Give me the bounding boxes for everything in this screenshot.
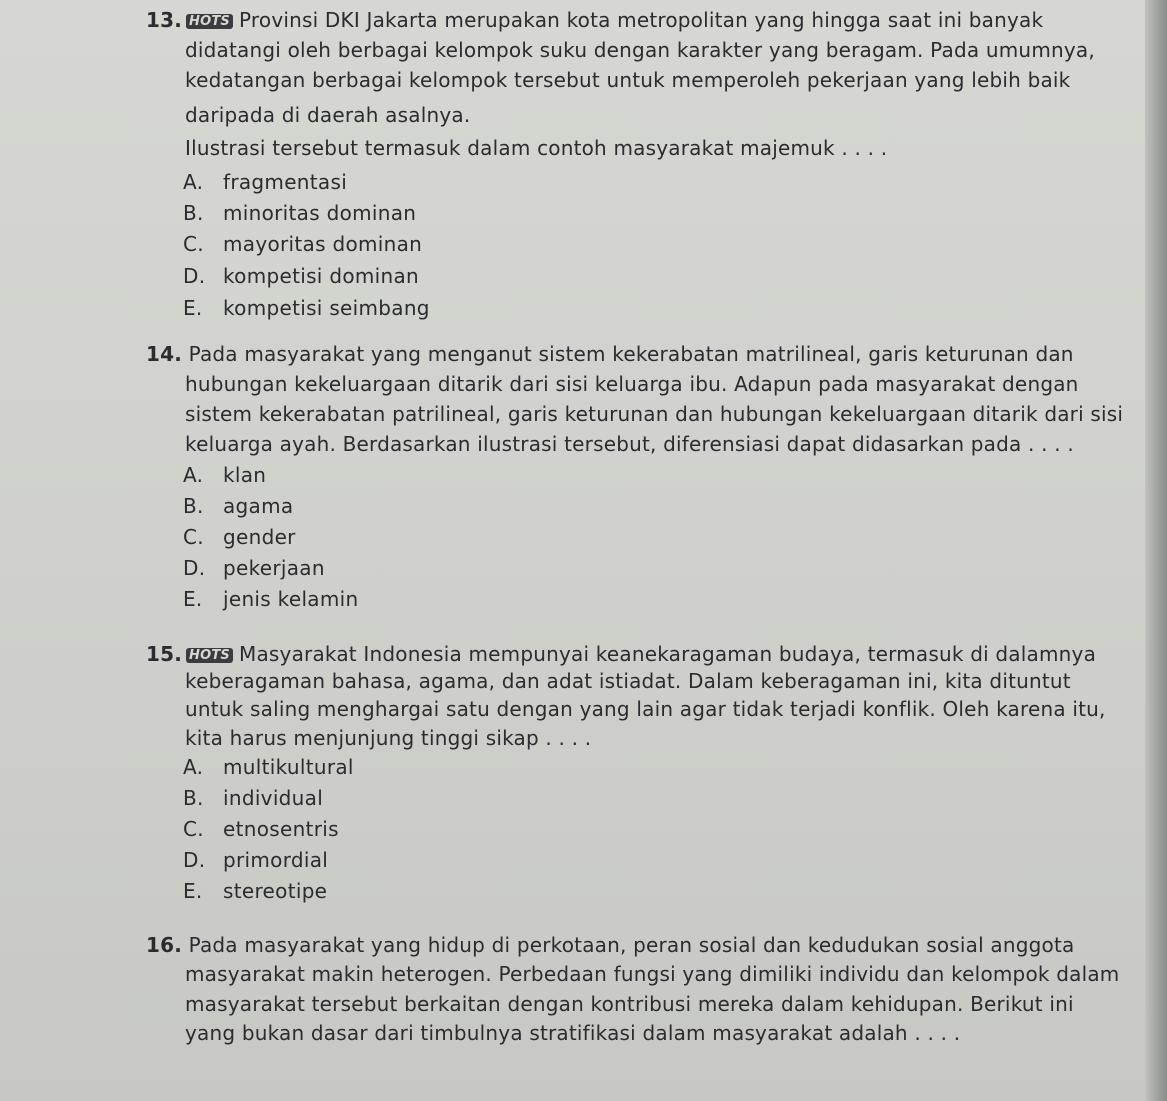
option-letter: E. — [183, 296, 203, 320]
question-text: Pada masyarakat yang hidup di perkotaan, peran sosial dan kedudukan sosial anggota — [188, 933, 1075, 957]
question-line — [146, 933, 1146, 957]
question-prompt: kita harus menjunjung tinggi sikap . . . . — [185, 726, 592, 750]
option-text: minoritas dominan — [223, 201, 417, 225]
question-number: 16. — [146, 933, 183, 957]
question-line — [146, 342, 1146, 366]
option-text: gender — [223, 525, 296, 549]
option-a[interactable] — [183, 755, 354, 779]
option-letter: C. — [183, 817, 204, 841]
option-b[interactable] — [183, 201, 416, 225]
option-letter: B. — [183, 201, 204, 225]
question-number: 13. — [146, 8, 183, 32]
option-text: fragmentasi — [223, 170, 348, 194]
option-c[interactable] — [183, 817, 339, 841]
option-b[interactable] — [183, 786, 323, 810]
option-text: agama — [223, 494, 294, 518]
question-prompt: Ilustrasi tersebut termasuk dalam contoh masyarakat majemuk . . . . — [185, 136, 888, 160]
question-line — [146, 642, 1146, 666]
option-text: primordial — [223, 848, 329, 872]
question-number: 14. — [146, 342, 183, 366]
question-line: daripada di daerah asalnya. — [185, 103, 471, 127]
question-text: Pada masyarakat yang menganut sistem kekerabatan matrilineal, garis keturunan dan — [188, 342, 1074, 366]
option-letter: B. — [183, 494, 204, 518]
question-line: hubungan kekeluargaan ditarik dari sisi keluarga ibu. Adapun pada masyarakat dengan — [185, 372, 1079, 396]
option-letter: C. — [183, 232, 204, 256]
question-line: untuk saling menghargai satu dengan yang lain agar tidak terjadi konflik. Oleh karena itu, — [185, 697, 1106, 721]
question-line: sistem kekerabatan patrilineal, garis keturunan dan hubungan kekeluargaan ditarik dari sisi — [185, 402, 1124, 426]
option-text: mayoritas dominan — [223, 232, 423, 256]
option-d[interactable] — [183, 264, 419, 288]
option-text: klan — [223, 463, 267, 487]
hots-badge: HOTS — [186, 648, 233, 663]
question-text: Provinsi DKI Jakarta merupakan kota metropolitan yang hingga saat ini banyak — [239, 8, 1044, 32]
option-letter: D. — [183, 848, 206, 872]
option-text: pekerjaan — [223, 556, 325, 580]
option-letter: C. — [183, 525, 204, 549]
option-text: multikultural — [223, 755, 354, 779]
option-letter: B. — [183, 786, 204, 810]
option-d[interactable] — [183, 556, 325, 580]
option-letter: A. — [183, 755, 204, 779]
option-letter: A. — [183, 463, 204, 487]
question-line: didatangi oleh berbagai kelompok suku dengan karakter yang beragam. Pada umumnya, — [185, 38, 1095, 62]
option-e[interactable] — [183, 879, 327, 903]
question-line: kedatangan berbagai kelompok tersebut untuk memperoleh pekerjaan yang lebih baik — [185, 68, 1071, 92]
question-line — [146, 8, 1106, 32]
option-letter: D. — [183, 556, 206, 580]
option-e[interactable] — [183, 296, 430, 320]
option-text: stereotipe — [223, 879, 328, 903]
question-number: 15. — [146, 642, 183, 666]
option-text: etnosentris — [223, 817, 339, 841]
option-text: kompetisi seimbang — [223, 296, 430, 320]
hots-badge: HOTS — [186, 14, 233, 29]
option-letter: E. — [183, 879, 203, 903]
question-text: Masyarakat Indonesia mempunyai keanekaragaman budaya, termasuk di dalamnya — [239, 642, 1097, 666]
option-e[interactable] — [183, 587, 358, 611]
option-letter: E. — [183, 587, 203, 611]
option-d[interactable] — [183, 848, 328, 872]
option-a[interactable] — [183, 170, 347, 194]
option-a[interactable] — [183, 463, 266, 487]
question-prompt: keluarga ayah. Berdasarkan ilustrasi tersebut, diferensiasi dapat didasarkan pada . . . . — [185, 432, 1074, 456]
question-prompt: yang bukan dasar dari timbulnya stratifikasi dalam masyarakat adalah . . . . — [185, 1021, 961, 1045]
option-text: jenis kelamin — [223, 587, 359, 611]
page-edge-shadow — [1145, 0, 1167, 1101]
question-line: masyarakat tersebut berkaitan dengan kontribusi mereka dalam kehidupan. Berikut ini — [185, 992, 1074, 1016]
option-c[interactable] — [183, 232, 422, 256]
option-letter: D. — [183, 264, 206, 288]
option-c[interactable] — [183, 525, 296, 549]
option-b[interactable] — [183, 494, 293, 518]
option-text: kompetisi dominan — [223, 264, 419, 288]
question-line: keberagaman bahasa, agama, dan adat istiadat. Dalam keberagaman ini, kita dituntut — [185, 669, 1071, 693]
option-letter: A. — [183, 170, 204, 194]
question-line: masyarakat makin heterogen. Perbedaan fungsi yang dimiliki individu dan kelompok dalam — [185, 962, 1120, 986]
option-text: individual — [223, 786, 324, 810]
